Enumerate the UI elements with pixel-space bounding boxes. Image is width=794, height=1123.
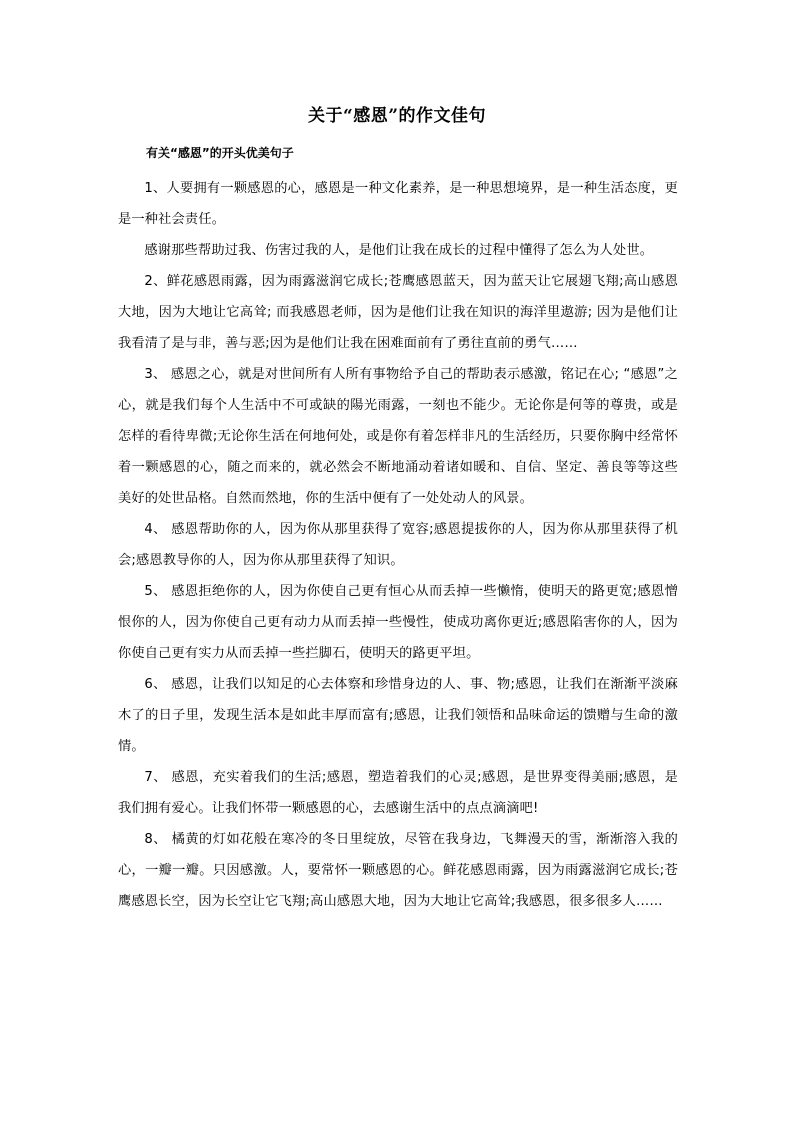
- paragraph-1: 1、人要拥有一颗感恩的心，感恩是一种文化素养，是一种思想境界，是一种生活态度，更是一种社会责任。: [118, 181, 678, 227]
- paragraph-4: 3、 感恩之心，就是对世间所有人所有事物给予自己的帮助表示感激，铭记在心; “感恩”之心，就是我们每个人生活中不可或缺的陽光雨露，一刻也不能少。无论你是何等的尊贵，或是怎样的看待卑微;无论你生活在何地何处，或是你有着怎样非凡的生活经历，只要你胸中经常怀着一颗感恩的心，随之而来的，就必然会不断地涌动着诸如暖和、自信、坚定、善良等等这些美好的处世品格。自然而然地，你的生活中便有了一处处动人的风景。: [118, 367, 678, 506]
- paragraph-9: 8、 橘黄的灯如花般在寒冷的冬日里绽放，尽管在我身边，飞舞漫天的雪，渐渐溶入我的心，一瓣一瓣。只因感激。人，要常怀一颗感恩的心。鲜花感恩雨露，因为雨露滋润它成长;苍鹰感恩长空，因为长空让它飞翔;高山感恩大地，因为大地让它高耸;我感恩，很多很多人……: [118, 832, 678, 909]
- paragraph-2: 感谢那些帮助过我、伤害过我的人，是他们让我在成长的过程中懂得了怎么为人处世。: [144, 243, 654, 258]
- document-title: 关于“感恩”的作文佳句: [307, 106, 487, 126]
- paragraph-8: 7、 感恩，充实着我们的生活;感恩，塑造着我们的心灵;感恩，是世界变得美丽;感恩，是我们拥有爱心。让我们怀带一颗感恩的心，去感谢生活中的点点滴滴吧!: [118, 770, 678, 816]
- paragraph-6: 5、 感恩拒绝你的人，因为你使自己更有恒心从而丢掉一些懒惰，使明天的路更宽;感恩憎恨你的人，因为你使自己更有动力从而丢掉一些慢性，使成功离你更近;感恩陷害你的人，因为你使自己更有实力从而丢掉一些拦脚石，使明天的路更平坦。: [118, 584, 678, 661]
- document-body: [118, 173, 678, 917]
- paragraph-7: 6、 感恩，让我们以知足的心去体察和珍惜身边的人、事、物;感恩，让我们在渐渐平淡麻木了的日子里，发现生活本是如此丰厚而富有;感恩，让我们领悟和品味命运的馈赠与生命的激情。: [118, 677, 678, 754]
- paragraph-5: 4、 感恩帮助你的人，因为你从那里获得了宽容;感恩提拔你的人，因为你从那里获得了机会;感恩教导你的人，因为你从那里获得了知识。: [118, 522, 678, 568]
- paragraph-3: 2、鲜花感恩雨露，因为雨露滋润它成长;苍鹰感恩蓝天，因为蓝天让它展翅飞翔;高山感恩大地，因为大地让它高耸; 而我感恩老师，因为是他们让我在知识的海洋里遨游; 因为是他们让我看清了是与非，善与恶;因为是他们让我在困难面前有了勇往直前的勇气……: [118, 274, 678, 351]
- section-heading: 有关“感恩”的开头优美句子: [146, 146, 294, 160]
